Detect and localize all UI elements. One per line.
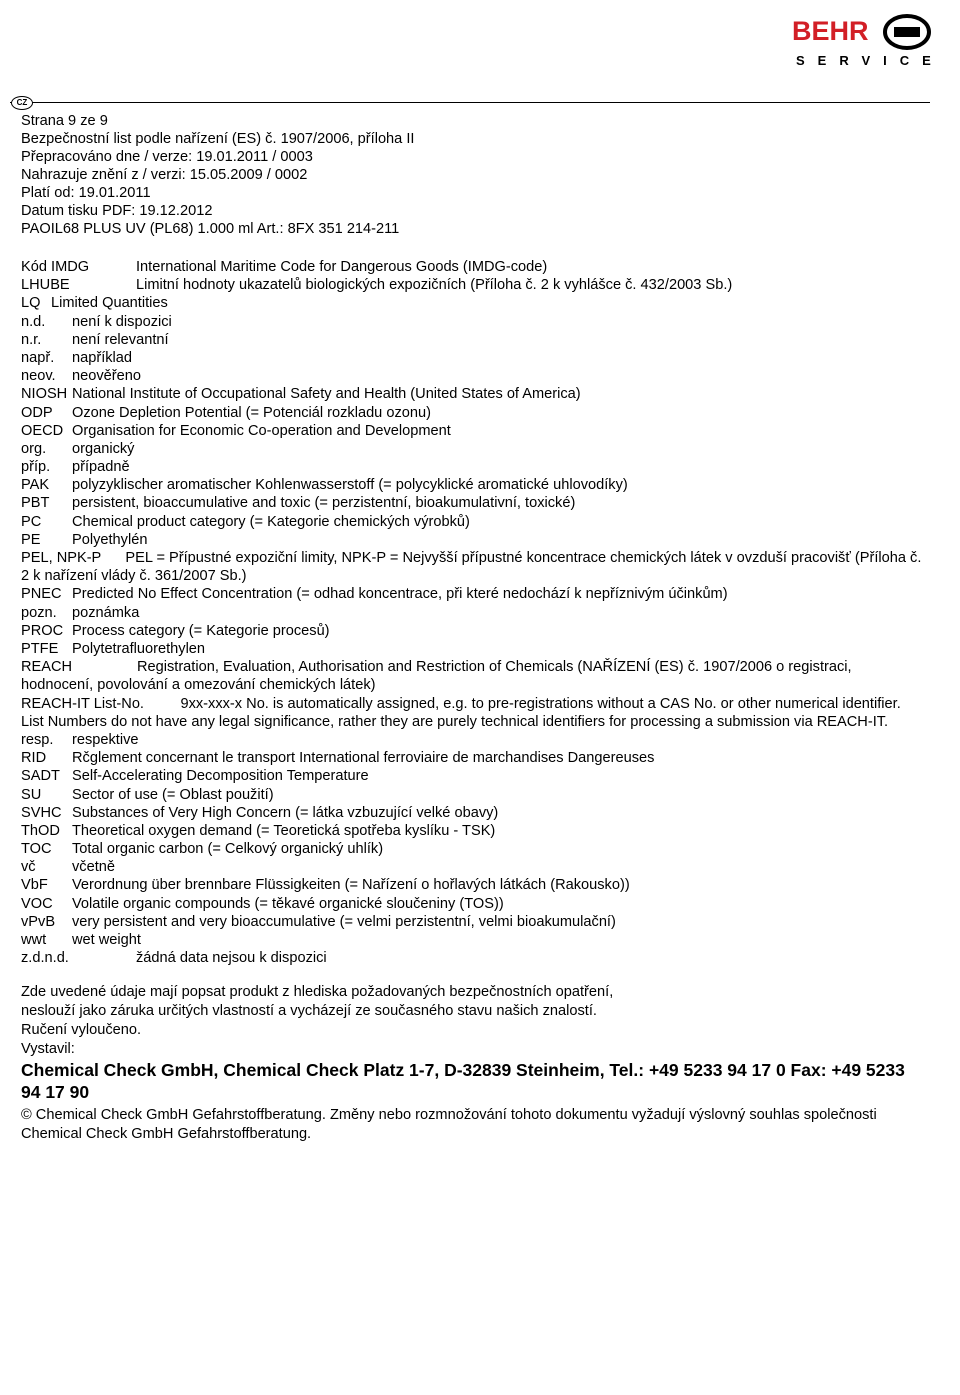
abbreviation-definition: Organisation for Economic Co-operation and Development	[72, 422, 451, 439]
abbreviation-definition: Chemical product category (= Kategorie chemických výrobků)	[72, 513, 470, 530]
reach-entry: REACH Registration, Evaluation, Authorisation and Restriction of Chemicals (NAŘÍZENÍ (ES) č. 1907/2006 o registraci, hodnocení, povolování a omezování chemických látek)	[21, 659, 856, 694]
reach-it-entry: REACH-IT List-No. 9xx-xxx-x No. is automatically assigned, e.g. to pre-registrations without a CAS No. or other numerical identifier. List Numbers do not have any legal significance, rather they are purely technical identifiers for processing a submission via REACH-IT.	[21, 695, 905, 730]
abbreviation-row	[21, 786, 926, 804]
abbreviation-row	[21, 531, 926, 549]
abbreviation-definition: není relevantní	[72, 331, 169, 348]
abbreviation-term: wwt	[21, 932, 47, 949]
abbreviation-row	[21, 258, 926, 276]
abbreviation-definition: Substances of Very High Concern (= látka vzbuzující velké obavy)	[72, 804, 499, 821]
abbreviation-row	[21, 858, 926, 876]
abbreviation-row	[21, 349, 926, 367]
abbreviation-term: NIOSH	[21, 386, 68, 403]
abbreviation-definition: Polytetrafluorethylen	[72, 640, 206, 657]
abbreviation-definition: Ozone Depletion Potential (= Potenciál rozkladu ozonu)	[72, 404, 431, 421]
abbreviation-row	[21, 294, 926, 312]
abbreviation-term: RID	[21, 750, 47, 767]
abbreviation-term: VbF	[21, 877, 48, 894]
abbreviation-definition: very persistent and very bioaccumulative (= velmi perzistentní, velmi bioakumulační)	[72, 913, 616, 930]
abbreviation-definition: persistent, bioaccumulative and toxic (= perzistentní, bioakumulativní, toxické)	[72, 495, 576, 512]
abbreviation-row	[21, 731, 926, 749]
abbreviation-definition: Process category (= Kategorie procesů)	[72, 622, 330, 639]
abbreviation-term: n.r.	[21, 331, 42, 348]
abbreviation-row	[21, 367, 926, 385]
hella-logo-icon	[883, 13, 931, 51]
abbreviation-term: PAK	[21, 477, 50, 494]
disclaimer	[21, 983, 926, 1059]
abbreviation-definition: Theoretical oxygen demand (= Teoretická spotřeba kyslíku - TSK)	[72, 822, 496, 839]
abbreviation-term: např.	[21, 349, 55, 366]
abbreviation-definition: poznámka	[72, 604, 140, 621]
abbreviation-row	[21, 767, 926, 785]
abbreviation-term: LQ	[21, 295, 41, 312]
abbreviation-row	[21, 876, 926, 894]
abbreviation-row	[21, 276, 926, 294]
abbreviation-term: LHUBE	[21, 277, 70, 294]
abbreviation-row	[21, 385, 926, 403]
abbreviation-row	[21, 476, 926, 494]
abbreviation-row	[21, 822, 926, 840]
abbreviation-row	[21, 513, 926, 531]
abbreviation-row	[21, 313, 926, 331]
abbreviation-term: PROC	[21, 622, 64, 639]
abbreviation-definition: Total organic carbon (= Celkový organický uhlík)	[72, 841, 384, 858]
copyright-notice: © Chemical Check GmbH Gefahrstoffberatung. Změny nebo rozmnožování tohoto dokumentu vyžadují výslovný souhlas společnosti Chemical Check GmbH Gefahrstoffberatung.	[21, 1107, 877, 1143]
page-number: Strana 9 ze 9	[21, 113, 108, 129]
abbreviation-term: org.	[21, 440, 47, 457]
abbreviation-term: VOC	[21, 895, 53, 912]
issued-by-label: Vystavil:	[21, 1041, 75, 1058]
abbreviation-term: vPvB	[21, 913, 56, 930]
abbreviation-term: resp.	[21, 731, 54, 748]
abbreviation-definition: žádná data nejsou k dispozici	[136, 950, 327, 967]
service-label: SERVICE	[796, 53, 944, 68]
abbreviation-row	[21, 422, 926, 440]
abbreviation-definition: Polyethylén	[72, 531, 148, 548]
abbreviation-row	[21, 895, 926, 913]
abbreviation-row	[21, 840, 926, 858]
abbreviation-row	[21, 804, 926, 822]
language-badge: CZ	[11, 96, 33, 110]
abbreviation-definition: National Institute of Occupational Safety and Health (United States of America)	[72, 386, 581, 403]
abbreviation-term: n.d.	[21, 313, 46, 330]
abbreviation-term: PNEC	[21, 586, 62, 603]
abbreviation-definition: polyzyklischer aromatischer Kohlenwasserstoff (= polycyklické aromatické uhlovodíky)	[72, 477, 628, 494]
abbreviation-definition: například	[72, 349, 133, 366]
abbreviation-definition: Limited Quantities	[51, 295, 168, 312]
abbreviation-row	[21, 622, 926, 640]
abbreviation-definition: Verordnung über brennbare Flüssigkeiten (= Nařízení o hořlavých látkách (Rakousko))	[72, 877, 630, 894]
abbreviation-definition: respektive	[72, 731, 139, 748]
abbreviation-definition: Predicted No Effect Concentration (= odhad koncentrace, při které nedochází k nepříznivým účinkům)	[72, 586, 728, 603]
abbreviation-term: SADT	[21, 768, 60, 785]
company-info: Chemical Check GmbH, Chemical Check Platz 1-7, D-32839 Steinheim, Tel.: +49 5233 94 17 0 Fax: +49 5233 94 17 90	[21, 1060, 905, 1103]
abbreviation-definition: Rčglement concernant le transport International ferroviaire de marchandises Dangereuses	[72, 750, 655, 767]
document-header	[21, 112, 414, 238]
abbreviation-definition: včetně	[72, 859, 115, 876]
disclaimer-line: Ručení vyloučeno.	[21, 1022, 142, 1039]
abbreviation-row	[21, 949, 926, 967]
abbreviation-definition: Limitní hodnoty ukazatelů biologických expozičních (Příloha č. 2 k vyhlášce č. 432/2003 Sb.)	[136, 277, 733, 294]
abbreviation-term: příp.	[21, 459, 51, 476]
behr-hella-logo	[790, 8, 944, 68]
abbreviation-definition: Volatile organic compounds (= těkavé organické sloučeniny (TOS))	[72, 895, 504, 912]
regulation-line: Bezpečnostní list podle nařízení (ES) č. 1907/2006, příloha II	[21, 131, 415, 147]
abbreviation-definition: Self-Accelerating Decomposition Temperature	[72, 768, 369, 785]
disclaimer-line: Zde uvedené údaje mají popsat produkt z hlediska požadovaných bezpečnostních opatření,	[21, 984, 614, 1001]
abbreviation-row	[21, 458, 926, 476]
abbreviation-term: PBT	[21, 495, 50, 512]
abbreviation-term: SVHC	[21, 804, 62, 821]
abbreviation-definition: International Maritime Code for Dangerous Goods (IMDG-code)	[136, 259, 548, 275]
abbreviation-row	[21, 331, 926, 349]
abbreviation-row	[21, 585, 926, 603]
abbreviation-definition: wet weight	[72, 932, 141, 949]
abbreviation-term: neov.	[21, 368, 56, 385]
abbreviation-definition: neověřeno	[72, 368, 141, 385]
print-date-line: Datum tisku PDF: 19.12.2012	[21, 203, 213, 219]
abbreviation-row	[21, 494, 926, 512]
abbreviation-definition: není k dispozici	[72, 313, 172, 330]
valid-from-line: Platí od: 19.01.2011	[21, 185, 151, 201]
abbreviation-row	[21, 931, 926, 949]
disclaimer-line: neslouží jako záruka určitých vlastností a vycházejí ze současného stavu našich znalostí.	[21, 1003, 597, 1020]
abbreviation-term: ODP	[21, 404, 53, 421]
pel-entry: PEL, NPK-P PEL = Přípustné expoziční limity, NPK-P = Nejvyšší přípustné koncentrace chemických látek v ovzduší pracovišť (Příloha č. 2 k nařízení vlády č. 361/2007 Sb.)	[21, 550, 926, 585]
abbreviation-term: TOC	[21, 841, 52, 858]
abbreviation-term: vč	[21, 859, 36, 876]
abbreviation-row	[21, 913, 926, 931]
abbreviation-term: ThOD	[21, 822, 60, 839]
abbreviation-row	[21, 749, 926, 767]
abbreviation-row	[21, 640, 926, 658]
abbreviation-row	[21, 604, 926, 622]
abbreviation-definition: Sector of use (= Oblast použití)	[72, 786, 274, 803]
abbreviation-definition: případně	[72, 459, 130, 476]
abbreviation-term: SU	[21, 786, 42, 803]
abbreviations-section	[21, 258, 926, 1144]
replaces-line: Nahrazuje znění z / verzi: 15.05.2009 / 0002	[21, 167, 308, 183]
abbreviation-term: Kód IMDG	[21, 259, 90, 275]
abbreviation-row	[21, 440, 926, 458]
behr-wordmark: BEHR	[792, 16, 869, 46]
abbreviation-term: PTFE	[21, 640, 59, 657]
abbreviation-term: pozn.	[21, 604, 57, 621]
abbreviation-term: z.d.n.d.	[21, 950, 69, 967]
abbreviation-term: OECD	[21, 422, 64, 439]
abbreviation-definition: organický	[72, 440, 135, 457]
abbreviation-term: PE	[21, 531, 41, 548]
abbreviation-row	[21, 404, 926, 422]
abbreviation-term: PC	[21, 513, 42, 530]
revision-line: Přepracováno dne / verze: 19.01.2011 / 0003	[21, 149, 313, 165]
header-rule	[10, 102, 930, 103]
product-line: PAOIL68 PLUS UV (PL68) 1.000 ml Art.: 8FX 351 214-211	[21, 221, 400, 237]
